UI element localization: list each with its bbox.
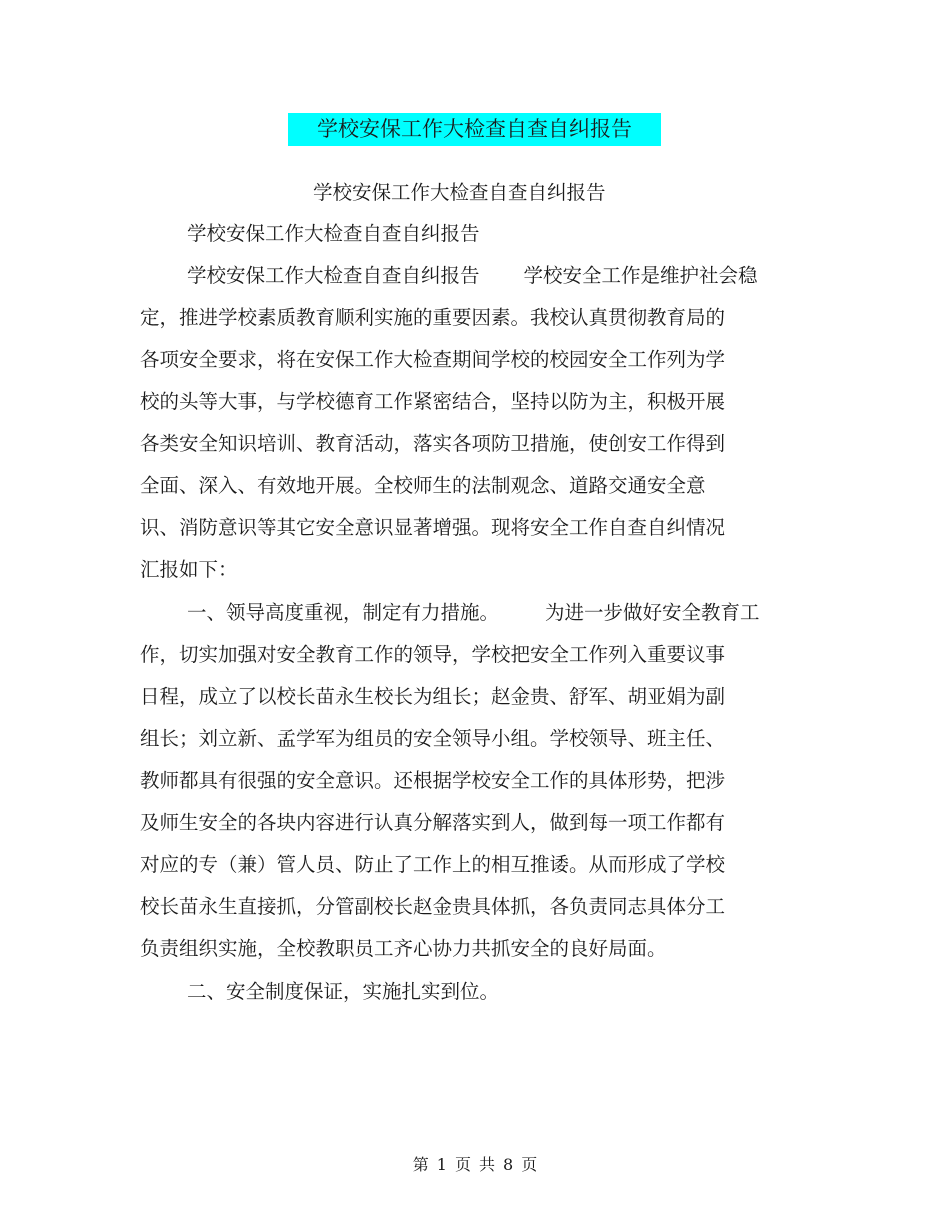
footer-page-number: 1	[436, 1155, 447, 1174]
page-footer	[0, 1152, 950, 1175]
paragraph-line: 教师都具有很强的安全意识。还根据学校安全工作的具体形势，把涉	[140, 769, 726, 792]
paragraph-line: 校的头等大事，与学校德育工作紧密结合，坚持以防为主，积极开展	[140, 390, 726, 413]
paragraph-line: 定，推进学校素质教育顺利实施的重要因素。我校认真贯彻教育局的	[140, 306, 726, 329]
footer-total-pages: 8	[503, 1155, 514, 1174]
document-subtitle: 学校安保工作大检查自查自纠报告	[313, 181, 606, 204]
footer-total-prefix: 共	[479, 1155, 496, 1174]
paragraph-line: 负责组织实施，全校教职员工齐心协力共抓安全的良好局面。	[140, 937, 667, 960]
footer-page-prefix: 第	[412, 1155, 429, 1174]
paragraph-line: 校长苗永生直接抓，分管副校长赵金贵具体抓，各负责同志具体分工	[140, 895, 726, 918]
paragraph-line: 汇报如下：	[140, 558, 238, 581]
paragraph-line: 各项安全要求，将在安保工作大检查期间学校的校园安全工作列为学	[140, 348, 726, 371]
paragraph-line: 各类安全知识培训、教育活动，落实各项防卫措施，使创安工作得到	[140, 432, 726, 455]
paragraph-line-segment: 学校安保工作大检查自查自纠报告	[187, 264, 480, 287]
paragraph-line-segment: 为进一步做好安全教育工	[545, 601, 760, 624]
paragraph-line-segment: 学校安全工作是维护社会稳	[523, 264, 758, 287]
paragraph-line: 组长；刘立新、孟学军为组员的安全领导小组。学校领导、班主任、	[140, 727, 726, 750]
paragraph-line: 及师生安全的各块内容进行认真分解落实到人，做到每一项工作都有	[140, 811, 726, 834]
paragraph-line: 全面、深入、有效地开展。全校师生的法制观念、道路交通安全意	[140, 474, 706, 497]
footer-page-unit: 页	[454, 1155, 471, 1174]
paragraph-line: 作，切实加强对安全教育工作的领导，学校把安全工作列入重要议事	[140, 643, 726, 666]
paragraph-line: 日程，成立了以校长苗永生校长为组长；赵金贵、舒军、胡亚娟为副	[140, 685, 726, 708]
paragraph-line: 对应的专（兼）管人员、防止了工作上的相互推诿。从而形成了学校	[140, 853, 726, 876]
footer-total-unit: 页	[521, 1155, 538, 1174]
section-heading: 二、安全制度保证，实施扎实到位。	[187, 980, 500, 1003]
section-heading-line	[187, 601, 760, 625]
document-title: 学校安保工作大检查自查自纠报告	[288, 113, 661, 146]
paragraph-line	[187, 264, 758, 288]
section-heading: 一、领导高度重视，制定有力措施。	[187, 601, 500, 624]
paragraph-line: 识、消防意识等其它安全意识显著增强。现将安全工作自查自纠情况	[140, 516, 726, 539]
paragraph-line: 学校安保工作大检查自查自纠报告	[187, 222, 480, 245]
